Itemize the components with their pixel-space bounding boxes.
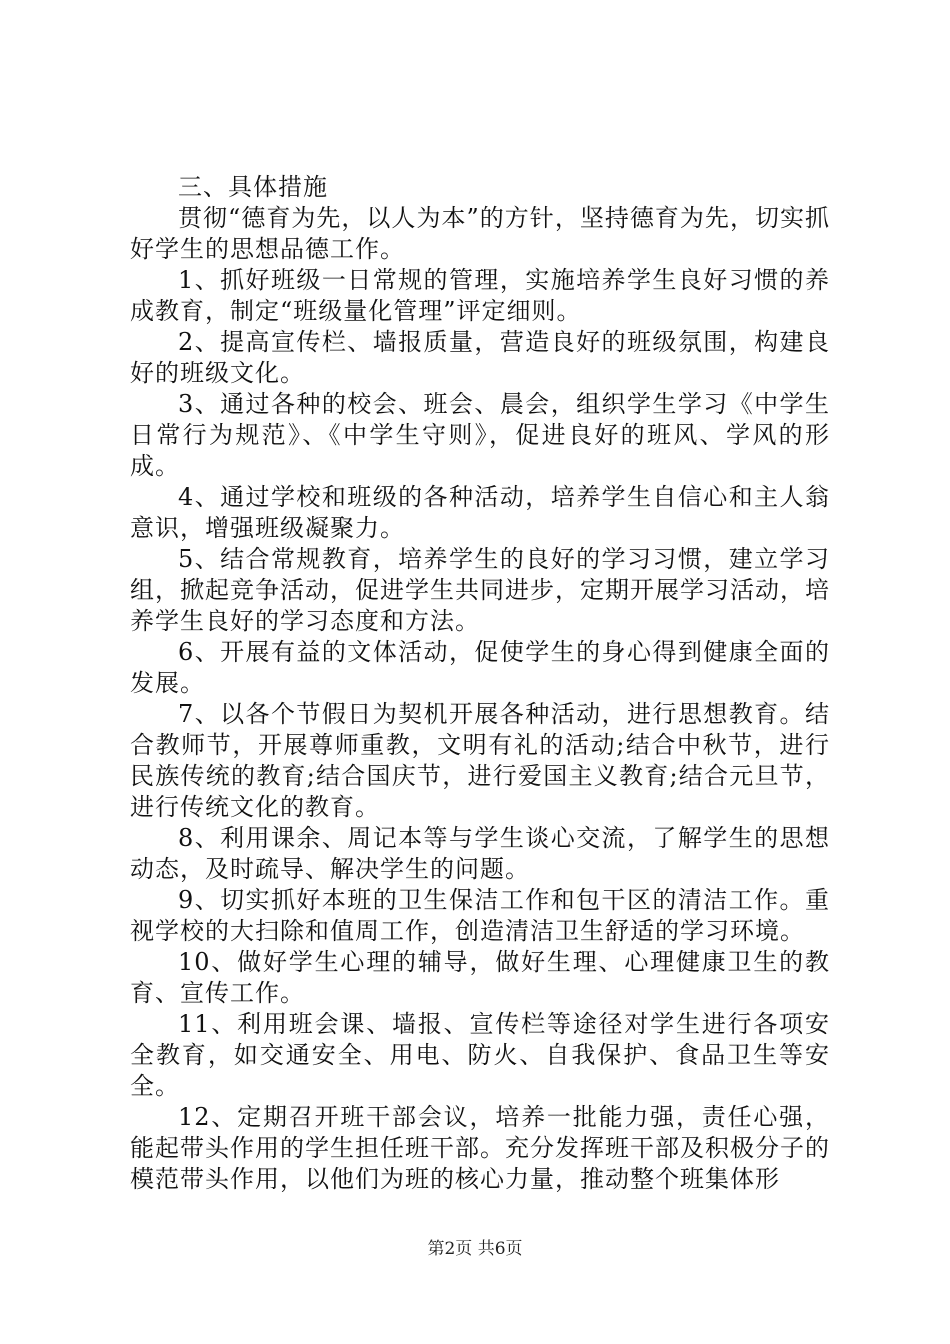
paragraph-item-12: 12、定期召开班干部会议，培养一批能力强，责任心强，能起带头作用的学生担任班干部。充分发挥班干部及积极分子的模范带头作用，以他们为班的核心力量，推动整个班集体形 bbox=[130, 1103, 830, 1193]
paragraph-item-1: 1、抓好班级一日常规的管理，实施培养学生良好习惯的养成教育，制定“班级量化管理”评定细则。 bbox=[130, 266, 830, 325]
document-body bbox=[130, 172, 830, 1195]
paragraph-item-3: 3、通过各种的校会、班会、晨会，组织学生学习《中学生日常行为规范》、《中学生守则》，促进良好的班风、学风的形成。 bbox=[130, 390, 830, 480]
section-heading: 三、具体措施 bbox=[178, 173, 328, 201]
paragraph-item-9: 9、切实抓好本班的卫生保洁工作和包干区的清洁工作。重视学校的大扫除和值周工作，创造清洁卫生舒适的学习环境。 bbox=[130, 886, 830, 945]
paragraph-item-2: 2、提高宣传栏、墙报质量，营造良好的班级氛围，构建良好的班级文化。 bbox=[130, 328, 830, 387]
paragraph-item-10: 10、做好学生心理的辅导，做好生理、心理健康卫生的教育、宣传工作。 bbox=[130, 948, 830, 1007]
paragraph-item-11: 11、利用班会课、墙报、宣传栏等途径对学生进行各项安全教育，如交通安全、用电、防火、自我保护、食品卫生等安全。 bbox=[130, 1010, 830, 1100]
paragraph-item-7: 7、以各个节假日为契机开展各种活动，进行思想教育。结合教师节，开展尊师重教，文明有礼的活动;结合中秋节，进行民族传统的教育;结合国庆节，进行爱国主义教育;结合元旦节，进行传统文化的教育。 bbox=[130, 700, 830, 821]
paragraph-item-8: 8、利用课余、周记本等与学生谈心交流，了解学生的思想动态，及时疏导、解决学生的问题。 bbox=[130, 824, 830, 883]
page-number-footer: 第2页 共6页 bbox=[427, 1239, 523, 1259]
paragraph-item-4: 4、通过学校和班级的各种活动，培养学生自信心和主人翁意识，增强班级凝聚力。 bbox=[130, 483, 830, 542]
paragraph-intro: 贯彻“德育为先，以人为本”的方针，坚持德育为先，切实抓好学生的思想品德工作。 bbox=[130, 204, 830, 263]
paragraph-item-6: 6、开展有益的文体活动，促使学生的身心得到健康全面的发展。 bbox=[130, 638, 830, 697]
paragraph-item-5: 5、结合常规教育，培养学生的良好的学习习惯，建立学习组，掀起竞争活动，促进学生共同进步，定期开展学习活动，培养学生良好的学习态度和方法。 bbox=[130, 545, 830, 635]
